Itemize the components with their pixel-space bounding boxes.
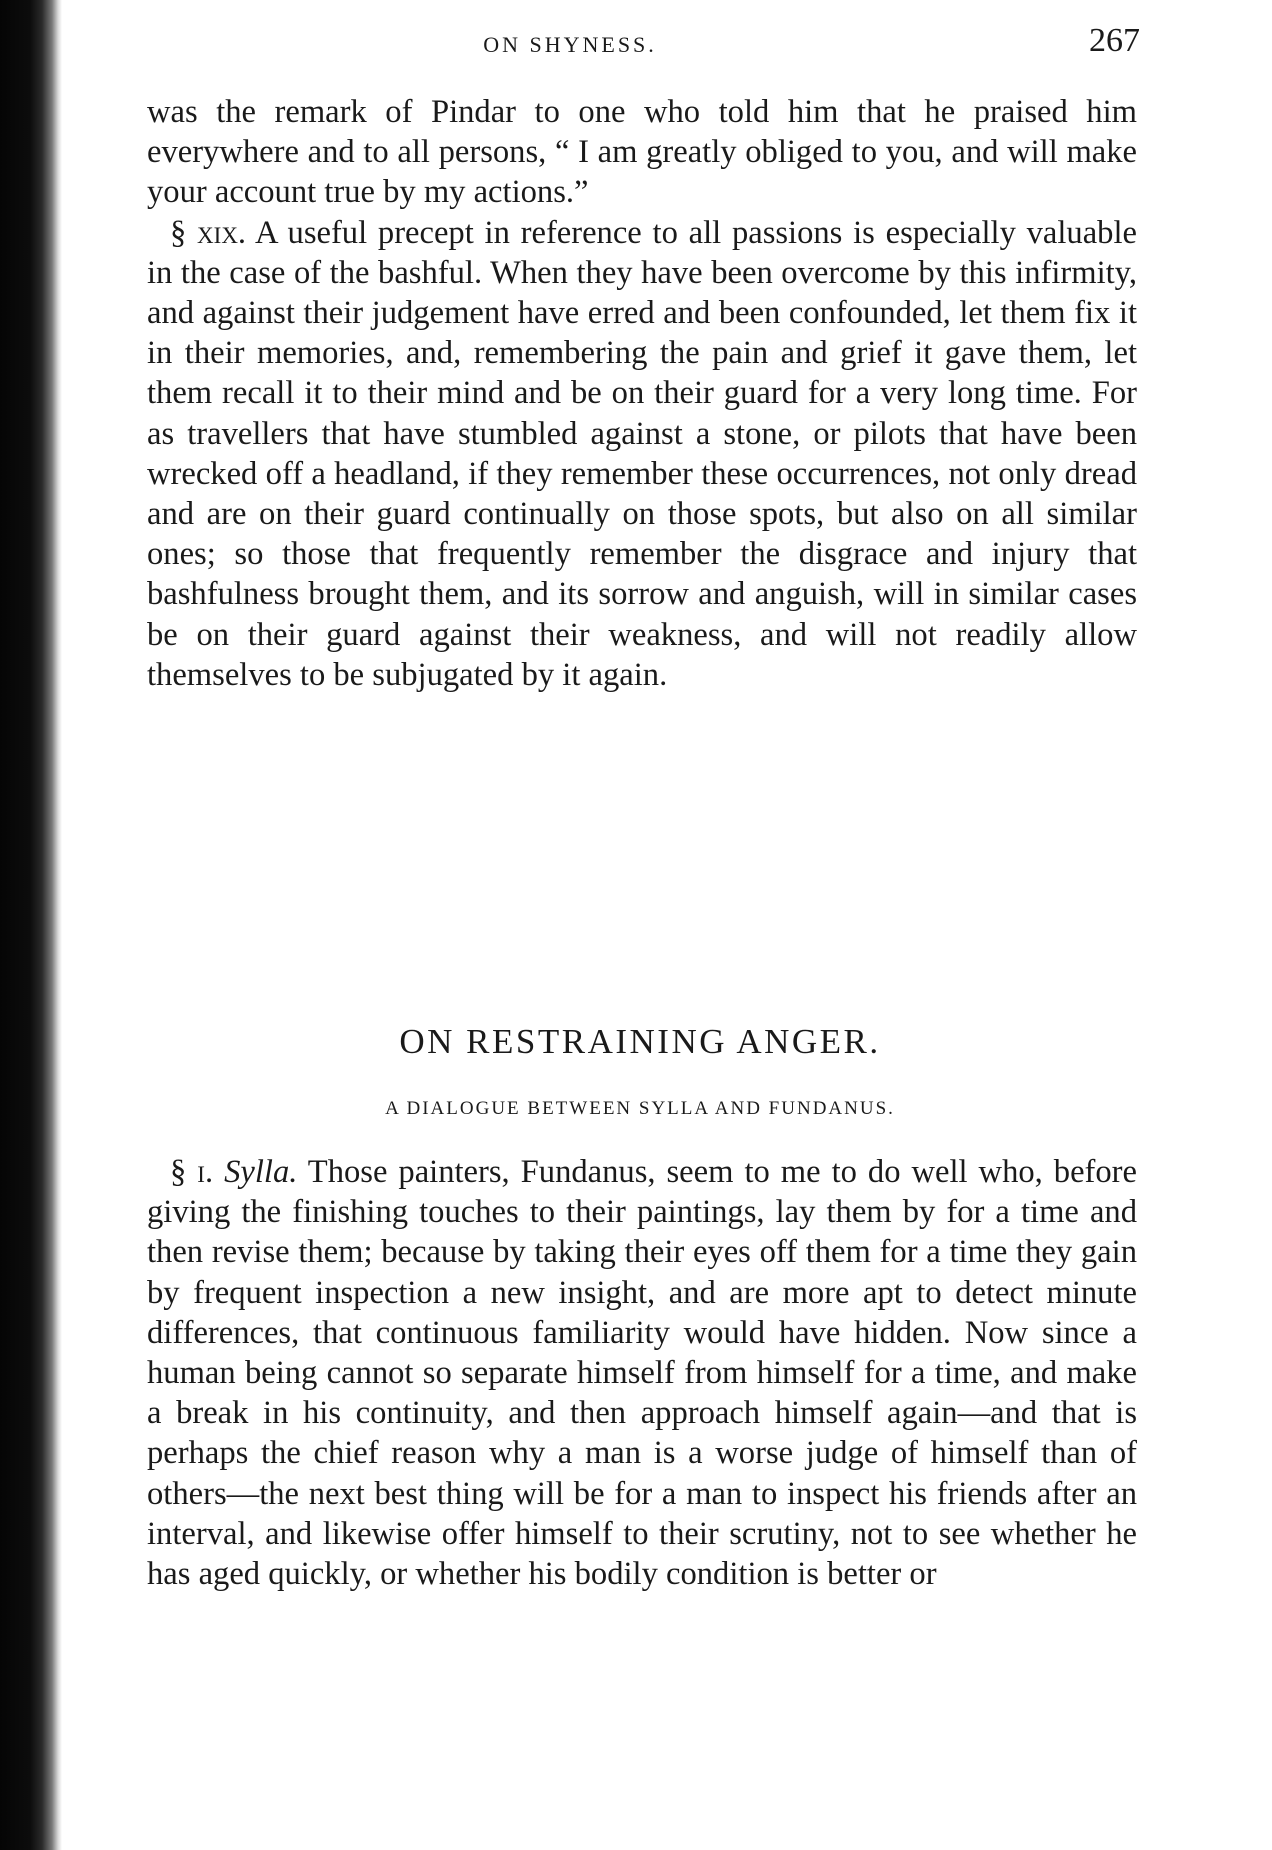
essay-subtitle: A DIALOGUE BETWEEN SYLLA AND FUNDANUS. [385,1098,895,1119]
page-number: 267 [1089,22,1140,59]
section-xix-mark: § xix. [170,214,247,251]
speaker-label: Sylla. [224,1154,298,1190]
section-xix-paragraph [147,213,1137,695]
shyness-text-block [147,92,1137,695]
essay-title: ON RESTRAINING ANGER. [399,1022,881,1061]
section-i-paragraph [147,1152,1137,1594]
anger-text-block [147,1152,1137,1594]
continued-paragraph: was the remark of Pindar to one who told him that he praised him everywhere and to all persons, “ I am greatly obliged to you, and will make your account true by my actions.” [147,94,1137,211]
running-title: ON SHYNESS. [483,32,657,57]
section-i-text: Those painters, Fundanus, seem to me to do well who, before giving the finishing touches to their paintings, lay them by for a time and then revise them; because by taking their eyes off them for a time they gain by frequent inspection a new insight, and are more apt to detect minute differences, that continuous familiarity would have hidden. Now since a human being cannot so separate himself from himself for a time, and make a break in his continuity, and then approach himself again—and that is perhaps the chief reason why a man is a worse judge of himself than of others—the next best thing will be for a man to inspect his friends after an interval, and likewise offer himself to their scrutiny, not to see whether he has aged quickly, or whether his bodily condition is better or [147,1154,1137,1593]
section-xix-text: A useful precept in reference to all passions is especially valuable in the case of the bashful. When they have been overcome by this infirmity, and against their judgement have erred and been confounded, let them fix it in their memories, and, remembering the pain and grief it gave them, let them recall it to their mind and be on their guard for a very long time. For as travellers that have stumbled against a stone, or pilots that have been wrecked off a headland, if they remember these occurrences, not only dread and are on their guard continually on those spots, but also on all similar ones; so those that frequently remember the disgrace and injury that bashfulness brought them, and its sorrow and anguish, will in similar cases be on their guard against their weakness, and will not readily allow themselves to be subjugated by it again. [147,214,1137,693]
running-head [140,22,1140,62]
section-i-mark: § i. [170,1154,214,1190]
binding-gutter-shadow [0,0,62,1850]
